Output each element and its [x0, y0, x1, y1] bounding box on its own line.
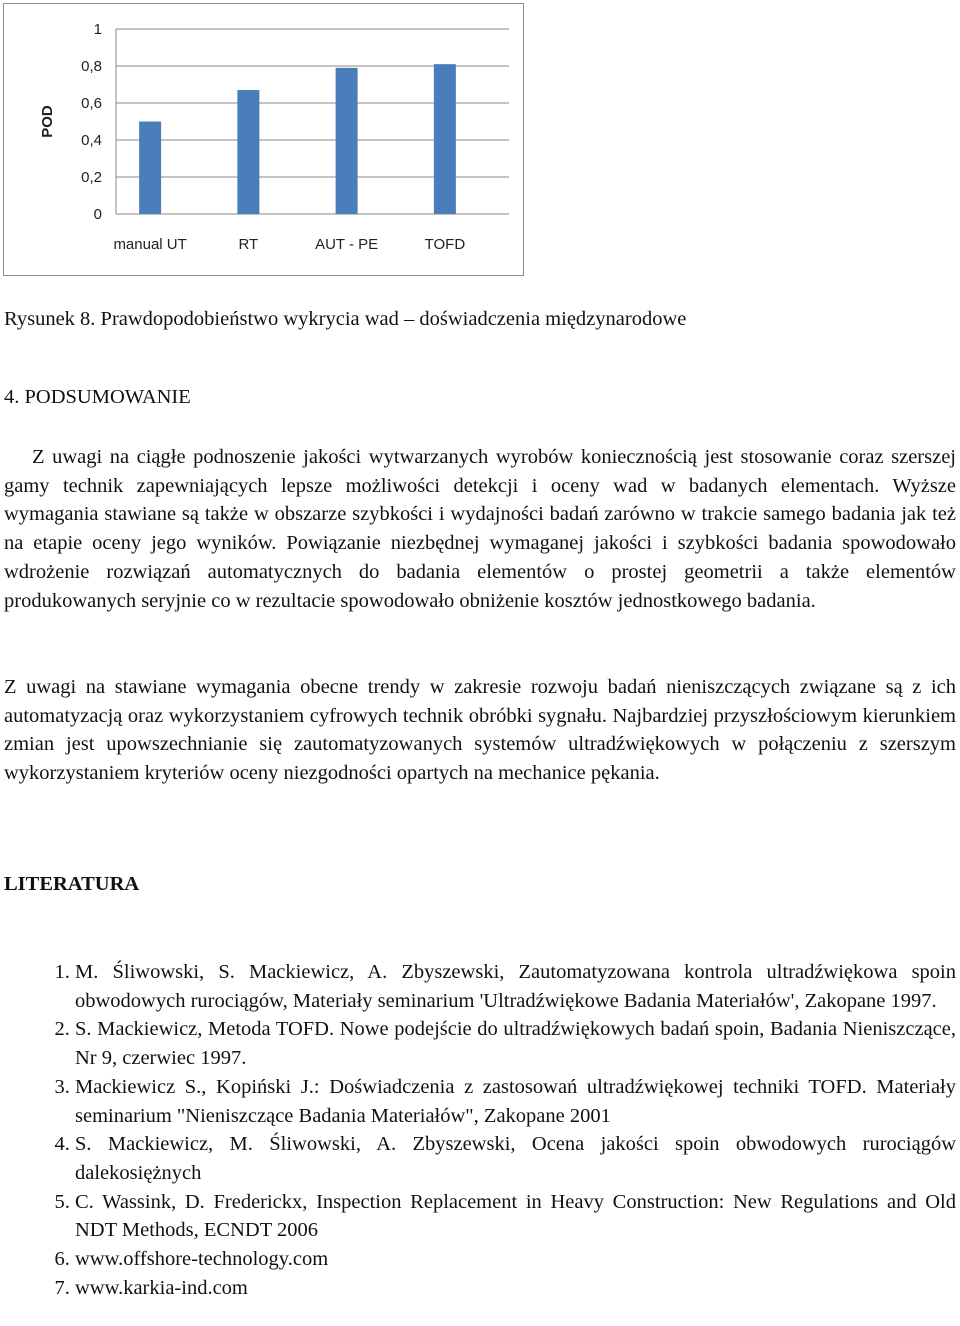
y-tick-label: 0,4: [81, 132, 102, 149]
y-tick-label: 0,8: [81, 58, 102, 75]
y-tick-label: 0: [93, 206, 102, 223]
bar: [139, 122, 161, 215]
paragraph-2: Z uwagi na stawiane wymagania obecne trendy w zakresie rozwoju badań nieniszczących związane są z ich automatyzacją oraz wykorzystaniem cyfrowych technik obróbki sygnału. Najbardziej przyszłościowym kierunkiem zmian jest upowszechnianie się zautomatyzowanych systemów ultradźwiękowych w połączeniu z szerszym wykorzystaniem kryteriów oceny niezgodności opartych na mechanice pękania.: [4, 676, 956, 785]
y-tick-label: 0,6: [81, 95, 102, 112]
reference-item: 5. C. Wassink, D. Frederickx, Inspection Replacement in Heavy Construction: New Regulations and Old NDT Methods, ECNDT 2006: [75, 1188, 956, 1245]
figure-caption: Rysunek 8. Prawdopodobieństwo wykrycia wad – doświadczenia międzynarodowe: [4, 308, 687, 330]
paragraph-1: Z uwagi na ciągłe podnoszenie jakości wytwarzanych wyrobów koniecznością jest stosowanie coraz szerszej gamy technik zapewniających lepsze możliwości detekcji i oceny wad w badanych elementach. Wyższe wymagania stawiane są także w obszarze szybkości i wydajności badań zarówno w trakcie samego badania jak też na etapie oceny jego wyników. Powiązanie niezbędnej wymaganej jakości i szybkości badania spowodowało wdrożenie rozwiązań automatycznych do badania elementów o prostej geometrii a także elementów produkowanych seryjnie co w rezultacie spowodowało obniżenie kosztów jednostkowego badania.: [4, 446, 956, 612]
bar: [237, 90, 259, 214]
bar: [434, 64, 456, 214]
bar: [336, 68, 358, 214]
reference-item: 7. www.karkia-ind.com: [75, 1274, 956, 1303]
reference-list: [0, 958, 956, 1302]
section-heading: 4. PODSUMOWANIE: [4, 386, 191, 408]
x-tick-label: RT: [238, 236, 259, 253]
y-tick-label: 1: [93, 21, 102, 38]
reference-item: 2. S. Mackiewicz, Metoda TOFD. Nowe podejście do ultradźwiękowych badań spoin, Badania Nieniszczące, Nr 9, czerwiec 1997.: [75, 1015, 956, 1072]
reference-item: 6. www.offshore-technology.com: [75, 1245, 956, 1274]
reference-item: 4. S. Mackiewicz, M. Śliwowski, A. Zbyszewski, Ocena jakości spoin obwodowych rurociągów dalekosiężnych: [75, 1130, 956, 1187]
chart-frame: [3, 3, 524, 276]
reference-item: 1. M. Śliwowski, S. Mackiewicz, A. Zbyszewski, Zautomatyzowana kontrola ultradźwiękowa spoin obwodowych rurociągów, Materiały seminarium 'Ultradźwiękowe Badania Materiałów', Zakopane 1997.: [75, 958, 956, 1015]
x-tick-label: AUT - PE: [315, 236, 379, 253]
x-tick-label: TOFD: [424, 236, 466, 253]
x-tick-label: manual UT: [113, 236, 187, 253]
literature-heading: LITERATURA: [4, 873, 140, 895]
y-axis-label: POD: [39, 105, 56, 138]
pod-bar-chart: [4, 4, 525, 277]
reference-item: 3. Mackiewicz S., Kopiński J.: Doświadczenia z zastosowań ultradźwiękowej techniki TOFD. Materiały seminarium "Nieniszczące Badania Materiałów", Zakopane 2001: [75, 1073, 956, 1130]
y-tick-label: 0,2: [81, 169, 102, 186]
